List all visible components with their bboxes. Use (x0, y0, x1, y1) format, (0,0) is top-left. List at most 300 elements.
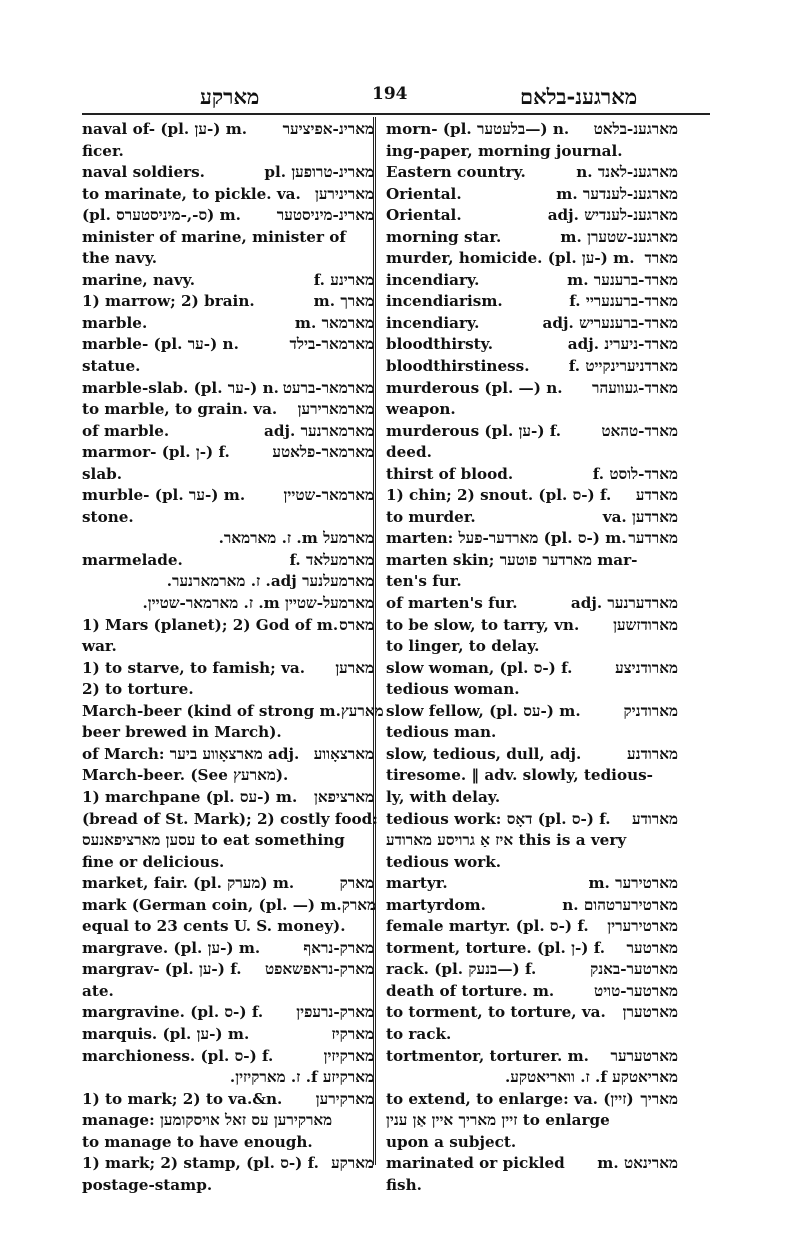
dictionary-entry (386, 162, 678, 184)
entry-line (82, 1046, 374, 1068)
dictionary-entry (386, 593, 678, 615)
dictionary-entry (386, 248, 678, 270)
english-gloss: (bread of St. Mark); 2) costly food: (82, 809, 378, 828)
english-gloss: עסען מארציפאנעס to eat something (82, 831, 345, 850)
yiddish-headword: מארק-נרעפין (296, 1003, 374, 1022)
dictionary-entry (82, 1002, 374, 1024)
yiddish-headword: מארטער-טויט (594, 981, 678, 1000)
entry-line (82, 701, 384, 723)
entry-line (386, 1153, 678, 1175)
english-gloss: marmelade. (82, 550, 183, 569)
english-gloss: tortmentor, torturer. m. (386, 1046, 589, 1065)
header-rule (82, 113, 710, 115)
english-gloss: March-beer. (See מארעץ). (82, 766, 289, 785)
english-gloss: war. (82, 637, 117, 656)
dictionary-entry (386, 507, 678, 529)
english-gloss: bloodthirsty. (386, 335, 494, 354)
entry-line (82, 270, 374, 292)
english-gloss: incendiary. (386, 270, 480, 289)
entry-line (82, 334, 374, 356)
entry-line (82, 442, 374, 464)
dictionary-entry (386, 916, 678, 938)
english-gloss: murble- (pl. ער-) m. (82, 486, 246, 505)
english-gloss: margravine. (pl. ס-) f. (82, 1003, 264, 1022)
yiddish-headword: adj. מארגענ-לענדיש (547, 206, 678, 225)
yiddish-headword: מארמאר-ברעט (282, 378, 374, 397)
english-gloss: (pl. ס-,-מיניסטערס) m. (82, 206, 241, 225)
dictionary-entry (82, 378, 374, 400)
yiddish-headword: מארקירען (315, 1089, 374, 1108)
english-gloss: tiresome. ‖ adv. slowly, tedious- (386, 766, 653, 785)
dictionary-entry (386, 356, 678, 378)
yiddish-headword: מארטער (626, 938, 678, 957)
english-gloss: 1) mark; 2) stamp, (pl. ס-) f. (82, 1154, 319, 1173)
english-gloss: death of torture. m. (386, 981, 555, 1000)
english-gloss: statue. (82, 357, 141, 376)
dictionary-entry (386, 378, 678, 421)
entry-line (386, 291, 678, 313)
english-gloss: Eastern country. (386, 163, 526, 182)
dictionary-entry (82, 744, 374, 787)
entry-line (386, 571, 678, 593)
english-gloss: of March: מארצאָווע ביער adj. (82, 744, 300, 763)
entry-line (386, 1110, 678, 1132)
english-gloss: marten: מארדער-פעל (pl. ס-) m. (386, 529, 627, 548)
yiddish-headword: מארינ-מיניסטער (276, 206, 374, 225)
english-gloss: incendiary. (386, 313, 480, 332)
right-column (386, 119, 678, 1196)
english-gloss: 1) to starve, to famish; va. (82, 658, 306, 677)
yiddish-headword: adj. מארד-ברענעריש (542, 313, 678, 332)
dictionary-entry (82, 119, 374, 162)
english-gloss: murderous (pl. —) n. (386, 378, 563, 397)
english-gloss: marine, navy. (82, 270, 196, 289)
yiddish-headword: מארטער-באנק (590, 960, 678, 979)
english-gloss: marchioness. (pl. ס-) f. (82, 1046, 274, 1065)
yiddish-headword: מארס (339, 615, 374, 634)
english-gloss: ten's fur. (386, 572, 462, 591)
entry-line (82, 615, 374, 637)
entry-line (82, 852, 374, 874)
english-gloss: Oriental. (386, 184, 462, 203)
yiddish-headword: מארמעל-שטיין m. ז. מארמאר-שטיין. (142, 594, 374, 613)
english-gloss: איז אַ גרויסע מארודע this is a very (386, 831, 627, 850)
entry-line (82, 291, 374, 313)
yiddish-headword: מארק-נראף (303, 938, 374, 957)
yiddish-headword: מארד-טהאט (601, 421, 678, 440)
yiddish-headword: מארינ-אפיציער (282, 120, 374, 138)
entry-line (386, 916, 678, 938)
entry-line (386, 959, 678, 981)
entry-line (82, 809, 378, 831)
dictionary-entry (386, 809, 678, 874)
dictionary-entry (82, 938, 374, 960)
entry-line (386, 507, 678, 529)
yiddish-headword: מארדער (628, 529, 678, 548)
entry-line (386, 184, 678, 206)
english-gloss: murder, homicide. (pl. ען-) m. (386, 249, 635, 268)
right-running-head: מארגענ-בלאם (520, 84, 638, 109)
dictionary-entry (82, 270, 374, 292)
entry-line (82, 571, 374, 593)
dictionary-entry (82, 895, 377, 938)
entry-line (82, 679, 374, 701)
english-gloss: to manage to have enough. (82, 1132, 313, 1151)
english-gloss: ing-paper, morning journal. (386, 141, 623, 160)
dictionary-entry (386, 227, 678, 249)
entry-line (386, 830, 678, 852)
entry-line (82, 550, 374, 572)
entry-line (386, 1046, 678, 1068)
dictionary-entry (386, 1089, 678, 1154)
entry-line (386, 313, 678, 335)
left-column (82, 119, 384, 1196)
entry-line (82, 1089, 374, 1111)
yiddish-headword: מארטערער (610, 1046, 678, 1065)
dictionary-entry (386, 658, 678, 701)
yiddish-headword: מארמעל m. ז. מארמאר. (218, 529, 374, 548)
entry-line (82, 636, 374, 658)
english-gloss: Oriental. (386, 206, 462, 225)
dictionary-entry (386, 464, 678, 486)
dictionary-entry (386, 485, 678, 507)
dictionary-entry (82, 528, 374, 550)
english-gloss: of marten's fur. (386, 594, 518, 613)
entry-line (82, 119, 374, 141)
english-gloss: to murder. (386, 507, 476, 526)
entry-line (386, 809, 678, 831)
dictionary-entry (82, 615, 374, 658)
entry-line (386, 485, 678, 507)
entry-line (386, 765, 678, 787)
dictionary-entry (82, 873, 374, 895)
yiddish-headword: מארק (339, 874, 374, 893)
english-gloss: equal to 23 cents U. S. money). (82, 917, 346, 936)
yiddish-headword: מארודנע (627, 744, 678, 763)
yiddish-headword: m. מארטירער (588, 874, 678, 893)
dictionary-entry (386, 938, 678, 960)
yiddish-headword: מארק-נראפשאפט (265, 960, 374, 979)
entry-line (82, 313, 374, 335)
dictionary-entry (82, 399, 374, 421)
dictionary-entry (386, 313, 678, 335)
english-gloss: to extend, to enlarge: va. (זיין) (386, 1089, 634, 1108)
yiddish-headword: מארקע (331, 1154, 374, 1173)
yiddish-headword: מארקיזע f. ז. מארקיזין. (229, 1068, 374, 1087)
dictionary-entry (386, 615, 678, 658)
dictionary-entry (386, 981, 678, 1003)
yiddish-headword: מארודע (631, 809, 678, 828)
entry-line (82, 1153, 374, 1175)
yiddish-headword: מארקיז (331, 1024, 374, 1043)
english-gloss: tedious woman. (386, 680, 520, 699)
entry-line (386, 852, 678, 874)
english-gloss: marquis. (pl. ען-) m. (82, 1024, 250, 1043)
english-gloss: זיין מאריך איין אַן ענין to enlarge (386, 1111, 610, 1130)
entry-line (82, 141, 374, 163)
english-gloss: to torment, to torture, va. (386, 1003, 606, 1022)
yiddish-headword: מארד (644, 249, 678, 268)
english-gloss: tedious man. (386, 723, 497, 742)
yiddish-headword: adj. מארד-ניערינ (567, 335, 678, 354)
english-gloss: marble-slab. (pl. ער-) n. (82, 378, 279, 397)
english-gloss: slow, tedious, dull, adj. (386, 744, 582, 763)
entry-line (386, 205, 678, 227)
english-gloss: minister of marine, minister of (82, 227, 346, 246)
english-gloss: incendiarism. (386, 292, 503, 311)
dictionary-entry (386, 744, 678, 809)
entry-line (82, 787, 374, 809)
yiddish-headword: מארד-געוועהר (592, 378, 678, 397)
english-gloss: female martyr. (pl. ס-) f. (386, 917, 589, 936)
english-gloss: to marble, to grain. va. (82, 400, 278, 419)
entry-line (82, 938, 374, 960)
english-gloss: ate. (82, 981, 114, 1000)
english-gloss: martyrdom. (386, 895, 486, 914)
dictionary-entry (82, 442, 374, 485)
entry-line (386, 248, 678, 270)
entry-line (82, 464, 374, 486)
english-gloss: morn- (pl. בלעטער—) n. (386, 120, 570, 138)
english-gloss: bloodthirstiness. (386, 357, 530, 376)
page-number: 194 (372, 84, 408, 104)
entry-line (386, 701, 678, 723)
dictionary-entry (82, 571, 374, 593)
yiddish-headword: f. מארד-ברענעריי (569, 292, 678, 311)
english-gloss: marmor- (pl. ן-) f. (82, 443, 230, 462)
english-gloss: martyr. (386, 874, 448, 893)
english-gloss: slow woman, (pl. ס-) f. (386, 658, 573, 677)
entry-line (386, 981, 678, 1003)
english-gloss: ly, with delay. (386, 787, 501, 806)
yiddish-headword: מארדע (635, 486, 678, 505)
entry-line (82, 981, 374, 1003)
yiddish-headword: מארטערן (622, 1003, 678, 1022)
english-gloss: 1) to mark; 2) to va.&n. (82, 1089, 283, 1108)
dictionary-entry (386, 1002, 678, 1045)
english-gloss: beer brewed in March). (82, 723, 282, 742)
dictionary-entry (82, 1046, 374, 1068)
entry-line (386, 464, 678, 486)
english-gloss: 1) marchpane (pl. עס-) m. (82, 787, 298, 806)
dictionary-entry (82, 701, 384, 744)
entry-line (82, 916, 374, 938)
entry-line (386, 356, 678, 378)
entry-line (386, 421, 678, 443)
yiddish-headword: m. מארד-ברענער (567, 270, 678, 289)
english-gloss: naval of- (pl. ען-) m. (82, 120, 248, 138)
english-gloss: murderous (pl. ען-) f. (386, 421, 562, 440)
entry-line (82, 378, 374, 400)
dictionary-entry (386, 895, 678, 917)
entry-line (386, 722, 678, 744)
entry-line (386, 636, 678, 658)
dictionary-entry (386, 119, 678, 162)
yiddish-headword: f. מארדניערינקייט (568, 357, 678, 376)
entry-line (386, 1175, 678, 1197)
yiddish-headword: מארעץ (340, 701, 384, 720)
yiddish-headword: m. מארגענ-שטערן (560, 227, 678, 246)
entry-line (386, 270, 678, 292)
english-gloss: naval soldiers. (82, 163, 205, 182)
english-gloss: 1) Mars (planet); 2) God of m. (82, 615, 339, 634)
entry-line (82, 248, 374, 270)
dictionary-entry (386, 205, 678, 227)
entry-line (386, 679, 678, 701)
entry-line (82, 399, 374, 421)
entry-line (386, 119, 678, 141)
entry-line (82, 895, 377, 917)
english-gloss: margrave. (pl. ען-) m. (82, 938, 261, 957)
entry-line (82, 830, 374, 852)
english-gloss: 2) to torture. (82, 680, 194, 699)
entry-line (82, 356, 374, 378)
english-gloss: to rack. (386, 1024, 452, 1043)
entry-line (82, 744, 374, 766)
entry-line (386, 1002, 678, 1024)
left-running-head: מארקע (200, 84, 260, 109)
yiddish-headword: f. מארד-לוסט (592, 464, 678, 483)
dictionary-entry (82, 485, 374, 528)
entry-line (386, 1024, 678, 1046)
entry-line (82, 722, 374, 744)
english-gloss: morning star. (386, 227, 502, 246)
english-gloss: weapon. (386, 400, 456, 419)
entry-line (386, 378, 678, 400)
entry-line (82, 421, 374, 443)
yiddish-headword: pl. מארינ-טרופען (264, 163, 374, 182)
english-gloss: slab. (82, 464, 123, 483)
entry-line (386, 938, 678, 960)
entry-line (82, 227, 374, 249)
dictionary-entry (386, 1046, 678, 1068)
english-gloss: postage-stamp. (82, 1175, 213, 1194)
entry-line (82, 873, 374, 895)
english-gloss: upon a subject. (386, 1132, 517, 1151)
english-gloss: thirst of blood. (386, 464, 514, 483)
entry-line (82, 184, 374, 206)
yiddish-headword: m. מארינאט (597, 1154, 678, 1173)
english-gloss: fine or delicious. (82, 852, 225, 871)
english-gloss: to linger, to delay. (386, 637, 540, 656)
yiddish-headword: מארמעלנער adj. ז. מארמארנער. (166, 572, 374, 591)
entry-line (82, 1110, 374, 1132)
dictionary-entry (386, 528, 678, 593)
entry-line (386, 442, 678, 464)
english-gloss: manage: מארקירען עס זאל אויסקומען (82, 1111, 333, 1130)
entry-line (386, 744, 678, 766)
yiddish-headword: מארגענ-בלאט (593, 120, 678, 138)
english-gloss: marinated or pickled (386, 1154, 565, 1173)
english-gloss: the navy. (82, 249, 158, 268)
entry-line (386, 528, 678, 550)
english-gloss: 1) chin; 2) snout. (pl. ס-) f. (386, 486, 612, 505)
dictionary-entry (82, 1153, 374, 1196)
entry-line (386, 227, 678, 249)
english-gloss: tedious work. (386, 852, 502, 871)
yiddish-headword: n. מארטירערטהום (562, 895, 678, 914)
entry-line (82, 1024, 374, 1046)
yiddish-headword: f. מארמעלאד (289, 550, 374, 569)
dictionary-entry (386, 184, 678, 206)
english-gloss: ficer. (82, 141, 124, 160)
yiddish-headword: m. מארך (313, 292, 374, 311)
english-gloss: marble. (82, 313, 148, 332)
dictionary-entry (386, 873, 678, 895)
yiddish-headword: מארמאר-פלאטע (272, 443, 374, 462)
english-gloss: 1) marrow; 2) brain. (82, 292, 255, 311)
entry-line (386, 399, 678, 421)
entry-line (82, 507, 374, 529)
page-header (80, 84, 710, 110)
entry-line (82, 593, 374, 615)
yiddish-headword: מארמארירען (297, 400, 374, 419)
yiddish-headword: adj. מארמארנער (264, 421, 374, 440)
yiddish-headword: va. מארדען (602, 507, 678, 526)
yiddish-headword: מארמאר-בילד (289, 335, 374, 354)
english-gloss: fish. (386, 1175, 422, 1194)
entry-line (82, 162, 374, 184)
entry-line (82, 658, 374, 680)
entry-line (386, 1067, 678, 1089)
english-gloss: margrav- (pl. ען-) f. (82, 960, 242, 979)
english-gloss: slow fellow, (pl. עס-) m. (386, 701, 581, 720)
english-gloss: mark (German coin, (pl. —) m. (82, 895, 342, 914)
dictionary-entry (82, 313, 374, 335)
english-gloss: deed. (386, 443, 432, 462)
yiddish-headword: מארודניק (623, 701, 678, 720)
english-gloss: torment, torture. (pl. ן-) f. (386, 938, 606, 957)
dictionary-entry (82, 334, 374, 377)
dictionary-entry (386, 701, 678, 744)
entry-line (386, 658, 678, 680)
entry-line (82, 765, 374, 787)
entry-line (386, 895, 678, 917)
dictionary-entry (386, 421, 678, 464)
yiddish-headword: מארמאר-שטיין (283, 486, 374, 505)
entry-line (386, 1132, 678, 1154)
yiddish-headword: מארטירערין (607, 917, 678, 936)
entry-line (82, 205, 374, 227)
dictionary-entry (82, 1089, 374, 1154)
yiddish-headword: f. מארינע (313, 270, 374, 289)
entry-line (386, 787, 678, 809)
english-gloss: rack. (pl. בנעק—) f. (386, 960, 537, 979)
entry-line (386, 615, 678, 637)
english-gloss: marble- (pl. ער-) n. (82, 335, 239, 354)
english-gloss: stone. (82, 507, 134, 526)
english-gloss: to marinate, to pickle. va. (82, 184, 301, 203)
yiddish-headword: מארודזשען (613, 615, 678, 634)
dictionary-entry (82, 291, 374, 313)
dictionary-entry (82, 205, 374, 270)
dictionary-entry (82, 593, 374, 615)
entry-line (386, 1089, 678, 1111)
dictionary-entry (82, 184, 374, 206)
dictionary-entry (386, 334, 678, 356)
dictionary-entry (386, 959, 678, 981)
english-gloss: of marble. (82, 421, 170, 440)
yiddish-headword: מארצאָווע (313, 744, 374, 763)
entry-line (82, 485, 374, 507)
entry-line (82, 1132, 374, 1154)
entry-line (82, 1067, 374, 1089)
dictionary-entry (82, 550, 374, 572)
dictionary-entry (82, 421, 374, 443)
english-gloss: market, fair. (pl. מערק) m. (82, 874, 295, 893)
entry-line (386, 593, 678, 615)
yiddish-headword: מארקיזין (323, 1046, 374, 1065)
